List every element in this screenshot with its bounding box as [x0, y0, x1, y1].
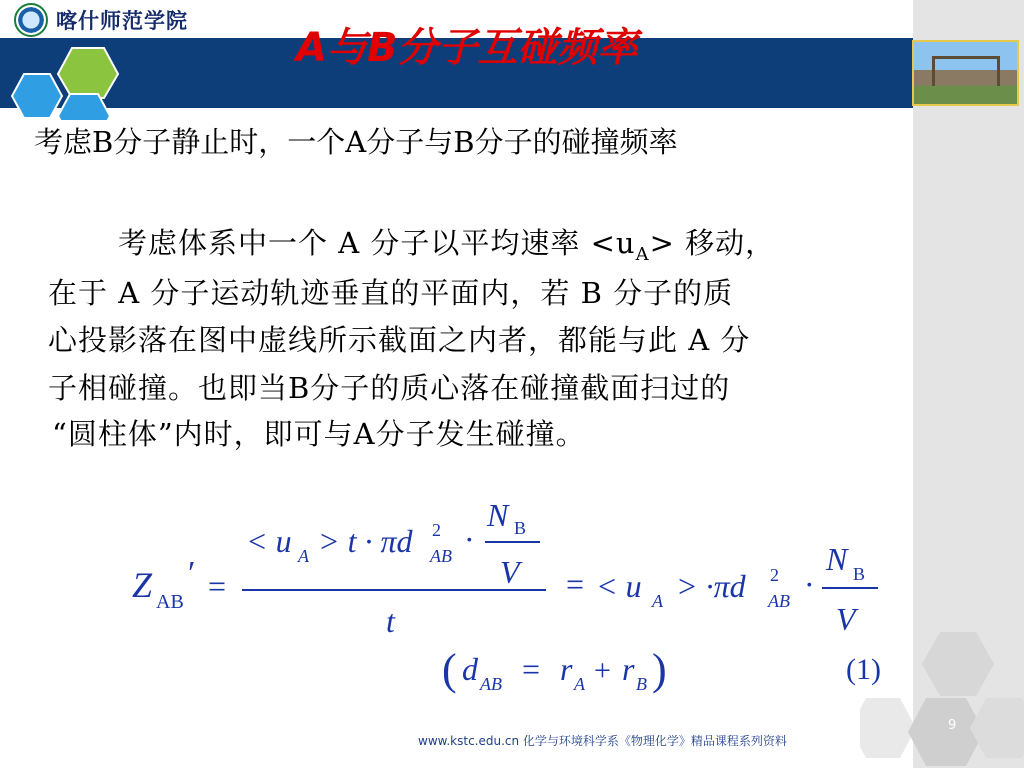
formula-inner-n: N: [487, 497, 509, 533]
gate-image-icon: [932, 56, 1000, 86]
logo-text: 喀什师范学院: [56, 8, 188, 33]
formula-eq-2: =: [566, 566, 585, 602]
hexagon-grey-top: [922, 632, 994, 696]
slide-title: A与B分子互碰频率: [296, 25, 638, 71]
formula-rhs-n: N: [826, 541, 848, 577]
condition-rb-sub: B: [636, 674, 647, 694]
condition-rb: r: [622, 651, 635, 687]
condition-d-sub: AB: [480, 674, 502, 694]
paragraph-line-4: 子相碰撞。也即当B分子的质心落在碰撞截面扫过的: [48, 371, 731, 405]
condition-open-paren: (: [442, 645, 457, 694]
formula-rhs-dot: ·: [804, 566, 815, 602]
formula-inner-n-sub: B: [514, 518, 527, 538]
paragraph-line-2: 在于 A 分子运动轨迹垂直的平面内，若 B 分子的质: [48, 276, 734, 310]
equation-number: (1): [846, 653, 881, 686]
condition-ra: r: [560, 651, 573, 687]
formula-num-sup2: 2: [432, 520, 441, 540]
paragraph-sub-a: A: [635, 243, 650, 265]
paragraph-line-1-text: 考虑体系中一个 A 分子以平均速率 <u: [118, 226, 636, 260]
formula-num-mid: > t · πd: [318, 523, 413, 559]
hexagon-grey-right: [970, 698, 1024, 758]
paragraph-line-3: 心投影落在图中虚线所示截面之内者，都能与此 A 分: [48, 323, 751, 357]
formula-rhs-left: < u: [596, 568, 642, 604]
hexagon-grey-left: [860, 698, 916, 758]
formula-rhs-n-sub: B: [853, 564, 866, 584]
formula-prime: ′: [188, 555, 196, 592]
condition-plus: +: [594, 654, 611, 687]
condition-d: d: [462, 651, 478, 687]
condition-close-paren: ): [652, 645, 667, 694]
condition-eq: =: [522, 651, 541, 687]
formula-rhs-v: V: [836, 601, 856, 637]
subtitle: 考虑B分子静止时，一个A分子与B分子的碰撞频率: [34, 125, 678, 159]
formula-rhs-sup2: 2: [770, 565, 779, 585]
footer-text: www.kstc.edu.cn 化学与环境科学系《物理化学》精品课程系列资料: [418, 734, 787, 748]
condition-ra-sub: A: [574, 674, 585, 694]
formula-rhs-sub-ab: AB: [768, 591, 790, 611]
formula-num-sub-a: A: [298, 546, 309, 566]
formula-rhs-sub-a: A: [652, 591, 663, 611]
formula-eq-1: =: [208, 568, 227, 604]
campus-gate-photo: [912, 40, 1019, 106]
formula-num-dot: ·: [464, 521, 475, 557]
formula-lhs-sub: AB: [156, 591, 184, 613]
bottom-hexagon-decoration: [860, 628, 1024, 768]
formula-num-left: < u: [246, 523, 292, 559]
page-number: 9: [948, 718, 957, 733]
formula-rhs-mid: > ·πd: [676, 568, 746, 604]
paragraph-line-1-tail: > 移动，: [649, 226, 776, 260]
formula-lhs: Z: [132, 565, 153, 605]
formula-inner-v: V: [500, 554, 520, 590]
formula-den-t: t: [386, 603, 395, 639]
paragraph-line-5: “圆柱体”内时，即可与A分子发生碰撞。: [52, 417, 586, 451]
formula-num-sub-ab: AB: [430, 546, 452, 566]
